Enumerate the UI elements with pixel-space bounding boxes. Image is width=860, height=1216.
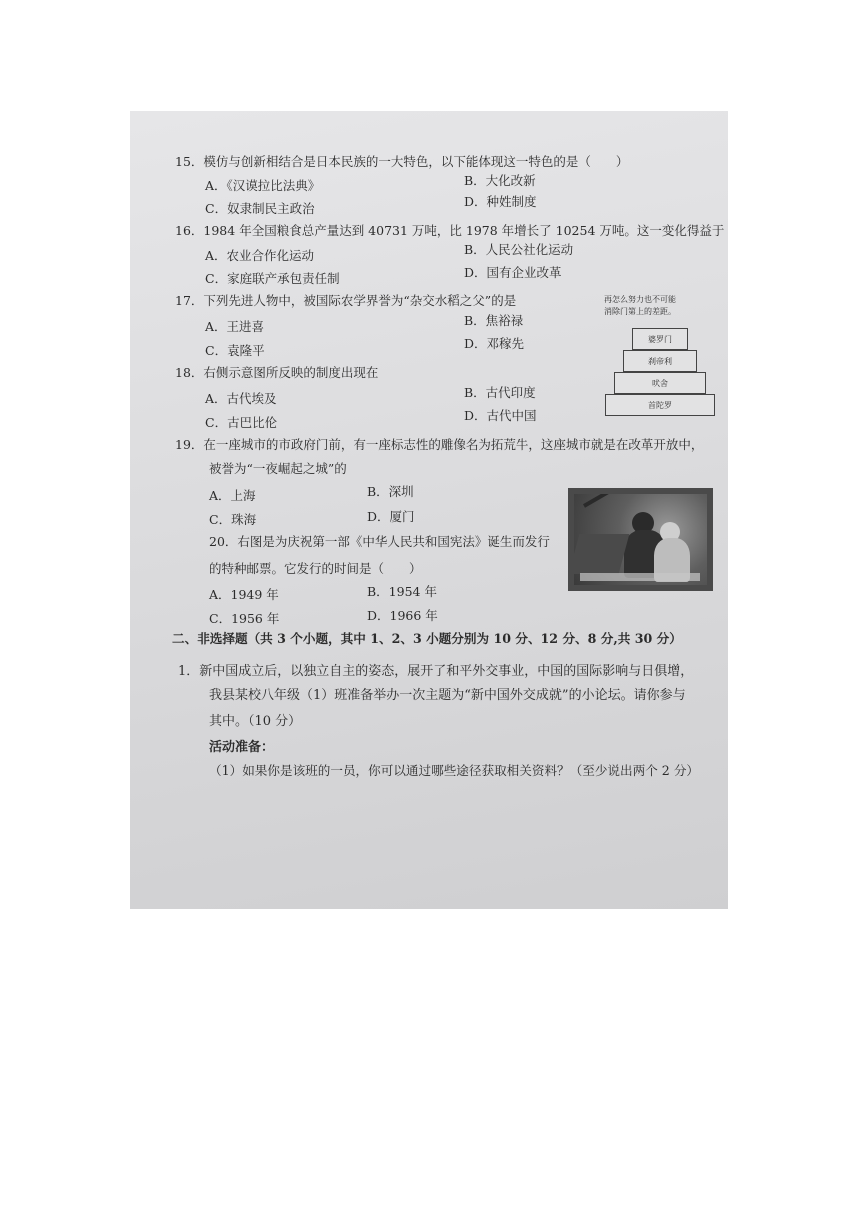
- question-19-option-c: C．珠海: [209, 512, 257, 527]
- question-17-option-d: D．邓稼先: [464, 336, 525, 351]
- constitution-stamp-image: [568, 488, 713, 591]
- question-15-option-d: D．种姓制度: [464, 194, 537, 209]
- question-18-stem: 18．右侧示意图所反映的制度出现在: [175, 365, 379, 380]
- activity-prep-label: 活动准备：: [209, 740, 275, 755]
- pyramid-tier-brahmin: 婆罗门: [632, 328, 688, 350]
- question-20-stem: 20．右图是为庆祝第一部《中华人民共和国宪法》诞生而发行: [209, 534, 550, 549]
- question-15-option-c: C．奴隶制民主政治: [205, 201, 315, 216]
- question-1-line-3: 其中。（10 分）: [209, 714, 302, 729]
- question-20-option-b: B．1954 年: [367, 584, 437, 599]
- question-15-option-a: A．《汉谟拉比法典》: [205, 178, 321, 193]
- pyramid-tier-shudra: 首陀罗: [605, 394, 715, 416]
- pyramid-caption-line-2: 消除门第上的差距。: [604, 307, 676, 316]
- question-15-stem: 15．模仿与创新相结合是日本民族的一大特色，以下能体现这一特色的是（ ）: [175, 154, 629, 169]
- question-18-option-d: D．古代中国: [464, 408, 537, 423]
- question-16-option-a: A．农业合作化运动: [205, 248, 315, 263]
- question-17-stem: 17．下列先进人物中，被国际农学界誉为“杂交水稻之父”的是: [175, 293, 517, 308]
- question-15-option-b: B．大化改新: [464, 173, 536, 188]
- section-2-heading: 二、非选择题（共 3 个小题，其中 1、2、3 小题分别为 10 分、12 分、8 分,共 30 分）: [172, 631, 682, 646]
- question-19-stem-line-2: 被誉为“一夜崛起之城”的: [209, 461, 347, 476]
- question-17-option-a: A．王进喜: [205, 319, 265, 334]
- question-17-option-b: B．焦裕禄: [464, 313, 524, 328]
- question-17-option-c: C．袁隆平: [205, 343, 265, 358]
- question-20-option-c: C．1956 年: [209, 611, 280, 626]
- question-16-option-b: B．人民公社化运动: [464, 242, 574, 257]
- question-18-option-c: C．古巴比伦: [205, 415, 278, 430]
- exam-photo: [130, 111, 728, 909]
- question-20-option-a: A．1949 年: [209, 587, 279, 602]
- question-19-option-a: A．上海: [209, 488, 256, 503]
- question-1-sub-1: （1）如果你是该班的一员，你可以通过哪些途径获取相关资料？（至少说出两个 2 分）: [209, 763, 700, 778]
- question-16-option-d: D．国有企业改革: [464, 265, 562, 280]
- question-19-stem: 19．在一座城市的市政府门前，有一座标志性的雕像名为拓荒牛，这座城市就是在改革开放中，: [175, 437, 704, 452]
- question-16-option-c: C．家庭联产承包责任制: [205, 271, 340, 286]
- question-18-option-a: A．古代埃及: [205, 391, 277, 406]
- question-16-stem: 16．1984 年全国粮食总产量达到 40731 万吨，比 1978 年增长了 10254 万吨。这一变化得益于: [175, 223, 725, 238]
- question-19-option-d: D．厦门: [367, 509, 415, 524]
- question-1-line-2: 我县某校八年级（1）班准备举办一次主题为“新中国外交成就”的小论坛。请你参与: [209, 688, 686, 703]
- pyramid-caption-line-1: 再怎么努力也不可能: [604, 295, 676, 304]
- pyramid-tier-vaishya: 吠舍: [614, 372, 706, 394]
- question-19-option-b: B．深圳: [367, 484, 414, 499]
- question-20-stem-line-2: 的特种邮票。它发行的时间是（ ）: [209, 561, 422, 576]
- question-20-option-d: D．1966 年: [367, 608, 438, 623]
- question-1-line-1: 1．新中国成立后，以独立自主的姿态，展开了和平外交事业，中国的国际影响与日俱增，: [178, 664, 694, 679]
- question-18-option-b: B．古代印度: [464, 385, 536, 400]
- pyramid-tier-kshatriya: 刹帝利: [623, 350, 697, 372]
